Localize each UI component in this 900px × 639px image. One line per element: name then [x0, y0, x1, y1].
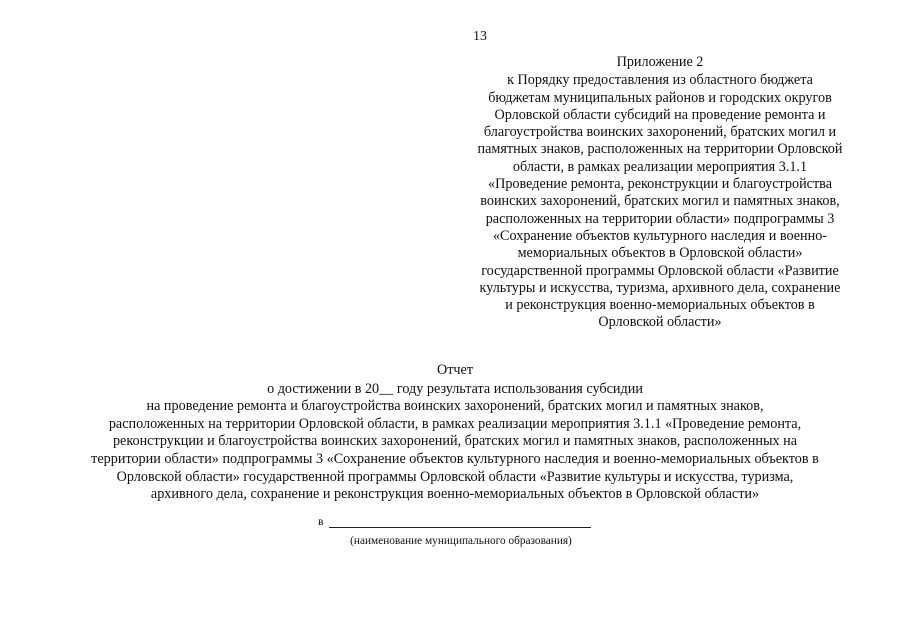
appendix-title: Приложение 2 [616, 54, 704, 70]
appendix-line: государственной программы Орловской области «Развитие [481, 262, 839, 279]
report-heading [40, 362, 870, 504]
report-line: территории области» подпрограммы 3 «Сохранение объектов культурного наследия и военно-мемориальных объектов в [91, 450, 819, 467]
appendix-line: Орловской области» [598, 314, 722, 331]
report-line: о достижении в 20__ году результата использования субсидии [267, 380, 643, 397]
report-title: Отчет [436, 362, 474, 378]
appendix-line: воинских захоронений, братских могил и памятных знаков, [480, 193, 840, 210]
appendix-line: памятных знаков, расположенных на территории Орловской [477, 141, 843, 158]
appendix-line: к Порядку предоставления из областного бюджета [507, 72, 813, 89]
appendix-line: культуры и искусства, туризма, архивного дела, сохранение [479, 279, 841, 296]
appendix-line: «Сохранение объектов культурного наследия и военно- [492, 227, 828, 244]
appendix-line: мемориальных объектов в Орловской области» [517, 245, 803, 262]
municipality-field [318, 513, 598, 553]
appendix-line: области, в рамках реализации мероприятия 3.1.1 [512, 158, 808, 175]
municipality-caption: (наименование муниципального образования) [350, 535, 572, 547]
appendix-header [440, 54, 880, 332]
page-number: 13 [473, 29, 487, 44]
appendix-line: бюджетам муниципальных районов и городских округов [488, 89, 832, 106]
report-line: реконструкции и благоустройства воинских захоронений, братских могил и памятных знаков, расположенных на [112, 433, 798, 450]
appendix-line: благоустройства воинских захоронений, братских могил и [483, 124, 837, 141]
report-line: расположенных на территории Орловской области, в рамках реализации мероприятия 3.1.1 «Проведение ремонта, [108, 415, 802, 432]
report-line: архивного дела, сохранение и реконструкция военно-мемориальных объектов в Орловской области» [150, 486, 760, 503]
municipality-prefix: в [318, 516, 324, 528]
appendix-line: Орловской области субсидий на проведение ремонта и [494, 106, 826, 123]
report-line: на проведение ремонта и благоустройства воинских захоронений, братских могил и памятных знаков, [146, 398, 764, 415]
appendix-line: «Проведение ремонта, реконструкции и благоустройства [487, 176, 832, 193]
appendix-line: и реконструкция военно-мемориальных объектов в [505, 297, 815, 314]
appendix-line: расположенных на территории области» подпрограммы 3 [485, 210, 835, 227]
municipality-blank-line [329, 527, 591, 528]
report-line: Орловской области» государственной программы Орловской области «Развитие культуры и искусства, туризма, [116, 468, 794, 485]
